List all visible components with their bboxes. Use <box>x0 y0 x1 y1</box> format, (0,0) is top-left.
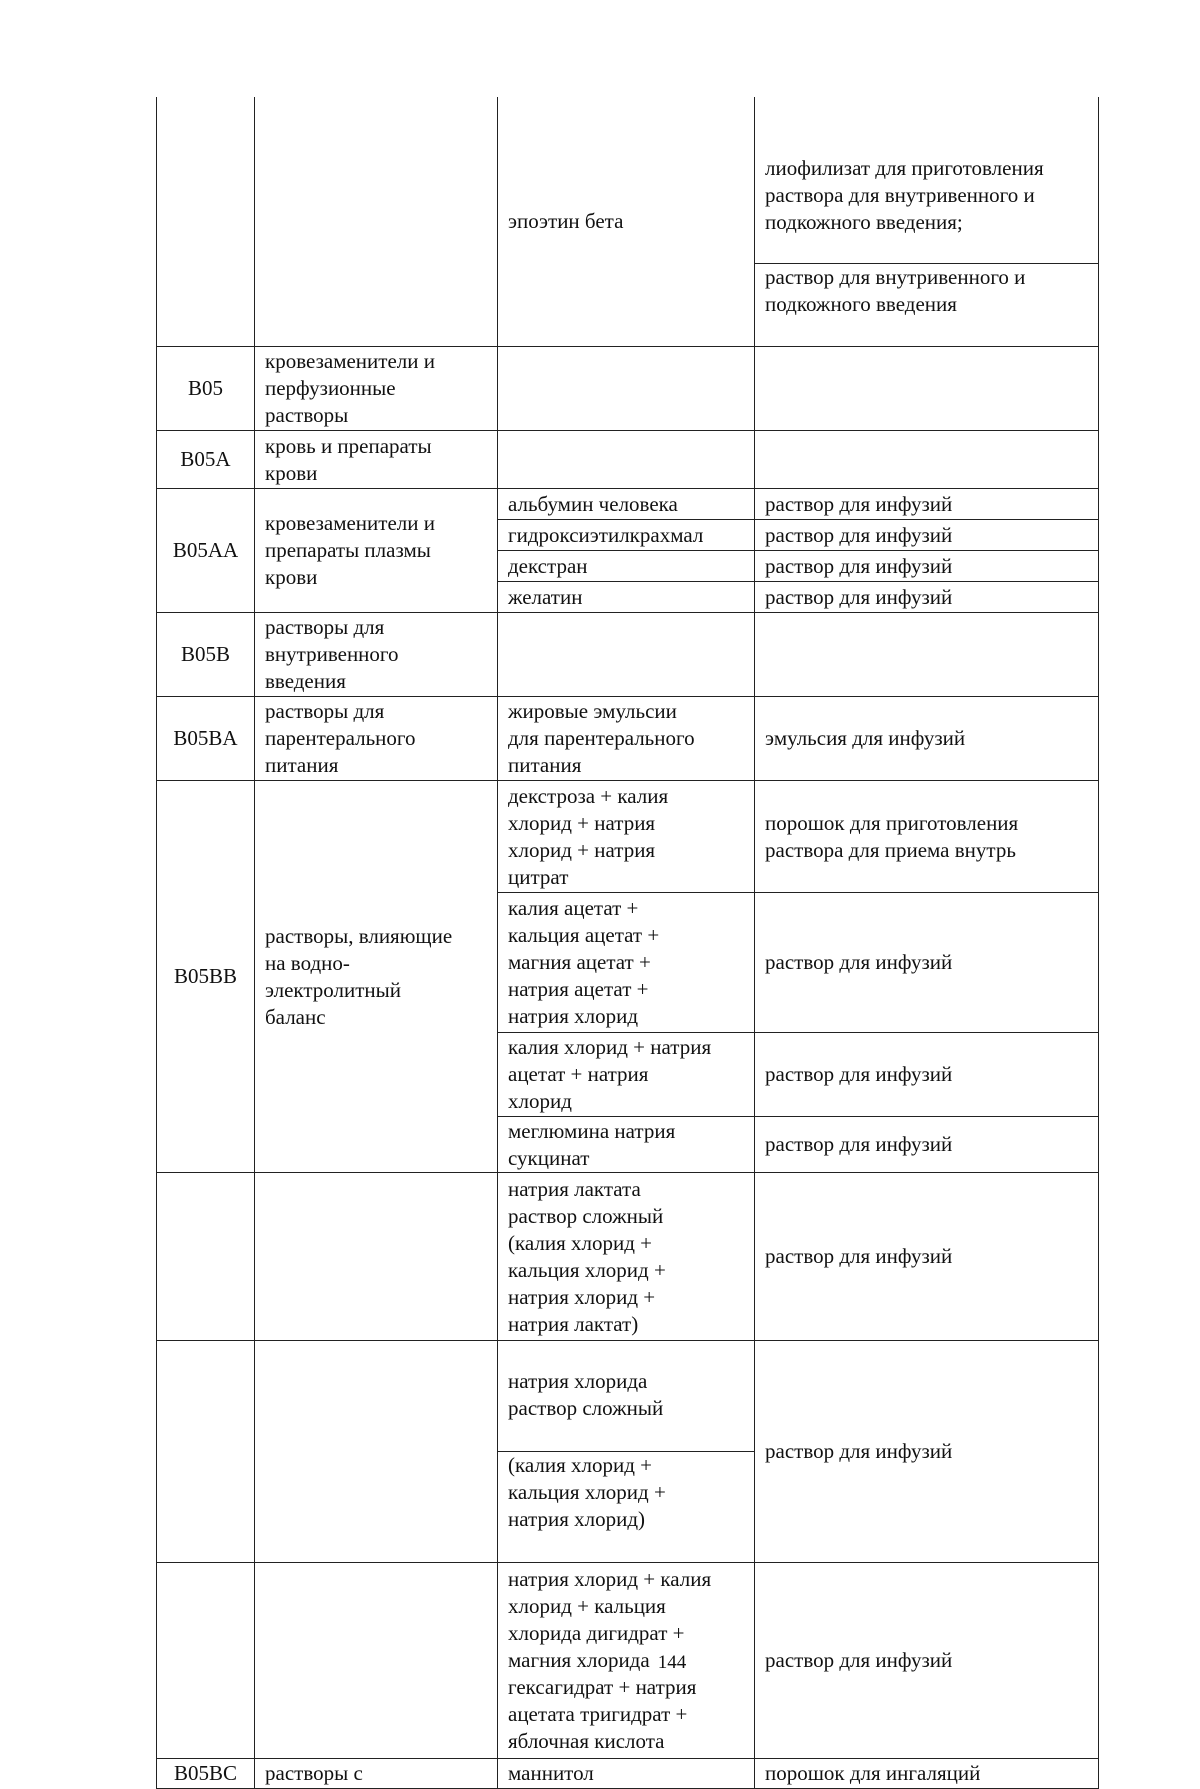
table-row <box>157 347 1099 431</box>
atc-code: B05BC <box>157 1759 255 1789</box>
drug-name <box>498 1341 755 1563</box>
dosage-form <box>755 347 1099 431</box>
dosage-form: раствор для инфузий <box>755 582 1099 613</box>
group-name <box>255 1173 498 1341</box>
dosage-form: порошок для ингаляций <box>755 1759 1099 1789</box>
dosage-form <box>755 97 1099 347</box>
drug-name: натрия хлорид + калия хлорид + кальция хлорида дигидрат + магния хлорида гексагидрат + натрия ацетата тригидрат + яблочная кислота <box>498 1563 755 1759</box>
group-name <box>255 1341 498 1563</box>
atc-code: B05B <box>157 613 255 697</box>
dosage-form-text: лиофилизат для приготовления раствора для внутривенного и подкожного введения; <box>765 156 1044 234</box>
table-row <box>157 1759 1099 1789</box>
dosage-form: порошок для приготовления раствора для приема внутрь <box>755 781 1099 893</box>
table-row <box>157 1173 1099 1341</box>
drug-name <box>498 347 755 431</box>
group-name: растворы с <box>255 1759 498 1789</box>
dosage-form: раствор для инфузий <box>755 893 1099 1033</box>
table-row <box>157 97 1099 347</box>
table-row <box>157 781 1099 893</box>
dosage-form-part: раствор для внутривенного и подкожного введения <box>755 263 1098 319</box>
drug-name: эпоэтин бета <box>498 97 755 347</box>
group-name: растворы для внутривенного введения <box>255 613 498 697</box>
drug-name-part: натрия хлорида раствор сложный <box>508 1369 664 1420</box>
table-row <box>157 613 1099 697</box>
group-name: кровезаменители и препараты плазмы крови <box>255 489 498 613</box>
drug-name: калия хлорид + натрия ацетат + натрия хлорид <box>498 1033 755 1117</box>
group-name: кровь и препараты крови <box>255 431 498 489</box>
drug-name: калия ацетат + кальция ацетат + магния ацетат + натрия ацетат + натрия хлорид <box>498 893 755 1033</box>
table-row <box>157 697 1099 781</box>
dosage-form: раствор для инфузий <box>755 489 1099 520</box>
drug-name: меглюмина натрия сукцинат <box>498 1117 755 1173</box>
group-name: растворы, влияющие на водно- электролитный баланс <box>255 781 498 1173</box>
drug-name: желатин <box>498 582 755 613</box>
atc-code: B05BB <box>157 781 255 1173</box>
drug-name: декстран <box>498 551 755 582</box>
dosage-form <box>755 431 1099 489</box>
dosage-form: раствор для инфузий <box>755 520 1099 551</box>
drug-table <box>156 97 1099 1789</box>
drug-name: жировые эмульсии для парентерального питания <box>498 697 755 781</box>
atc-code: B05AA <box>157 489 255 613</box>
atc-code: B05A <box>157 431 255 489</box>
dosage-form: раствор для инфузий <box>755 551 1099 582</box>
drug-name: альбумин человека <box>498 489 755 520</box>
group-name: кровезаменители и перфузионные растворы <box>255 347 498 431</box>
drug-name <box>498 431 755 489</box>
group-name: растворы для парентерального питания <box>255 697 498 781</box>
drug-name: натрия лактата раствор сложный (калия хлорид + кальция хлорид + натрия хлорид + натрия лактат) <box>498 1173 755 1341</box>
dosage-form: раствор для инфузий <box>755 1173 1099 1341</box>
atc-code <box>157 1173 255 1341</box>
dosage-form: раствор для инфузий <box>755 1033 1099 1117</box>
atc-code: B05BA <box>157 697 255 781</box>
drug-name <box>498 613 755 697</box>
dosage-form: раствор для инфузий <box>755 1341 1099 1563</box>
dosage-form: раствор для инфузий <box>755 1117 1099 1173</box>
page-number: 144 <box>657 1652 687 1673</box>
drug-name: гидроксиэтилкрахмал <box>498 520 755 551</box>
atc-code <box>157 1341 255 1563</box>
dosage-form: эмульсия для инфузий <box>755 697 1099 781</box>
table-row <box>157 1341 1099 1563</box>
group-name <box>255 97 498 347</box>
dosage-form-part <box>755 124 1098 236</box>
drug-name: маннитол <box>498 1759 755 1789</box>
dosage-form <box>755 613 1099 697</box>
table-row <box>157 489 1099 520</box>
atc-code: B05 <box>157 347 255 431</box>
table-row <box>157 431 1099 489</box>
dosage-form: раствор для инфузий <box>755 1563 1099 1759</box>
drug-name-part: (калия хлорид + кальция хлорид + натрия хлорид) <box>498 1451 754 1535</box>
drug-name: декстроза + калия хлорид + натрия хлорид + натрия цитрат <box>498 781 755 893</box>
atc-code <box>157 97 255 347</box>
